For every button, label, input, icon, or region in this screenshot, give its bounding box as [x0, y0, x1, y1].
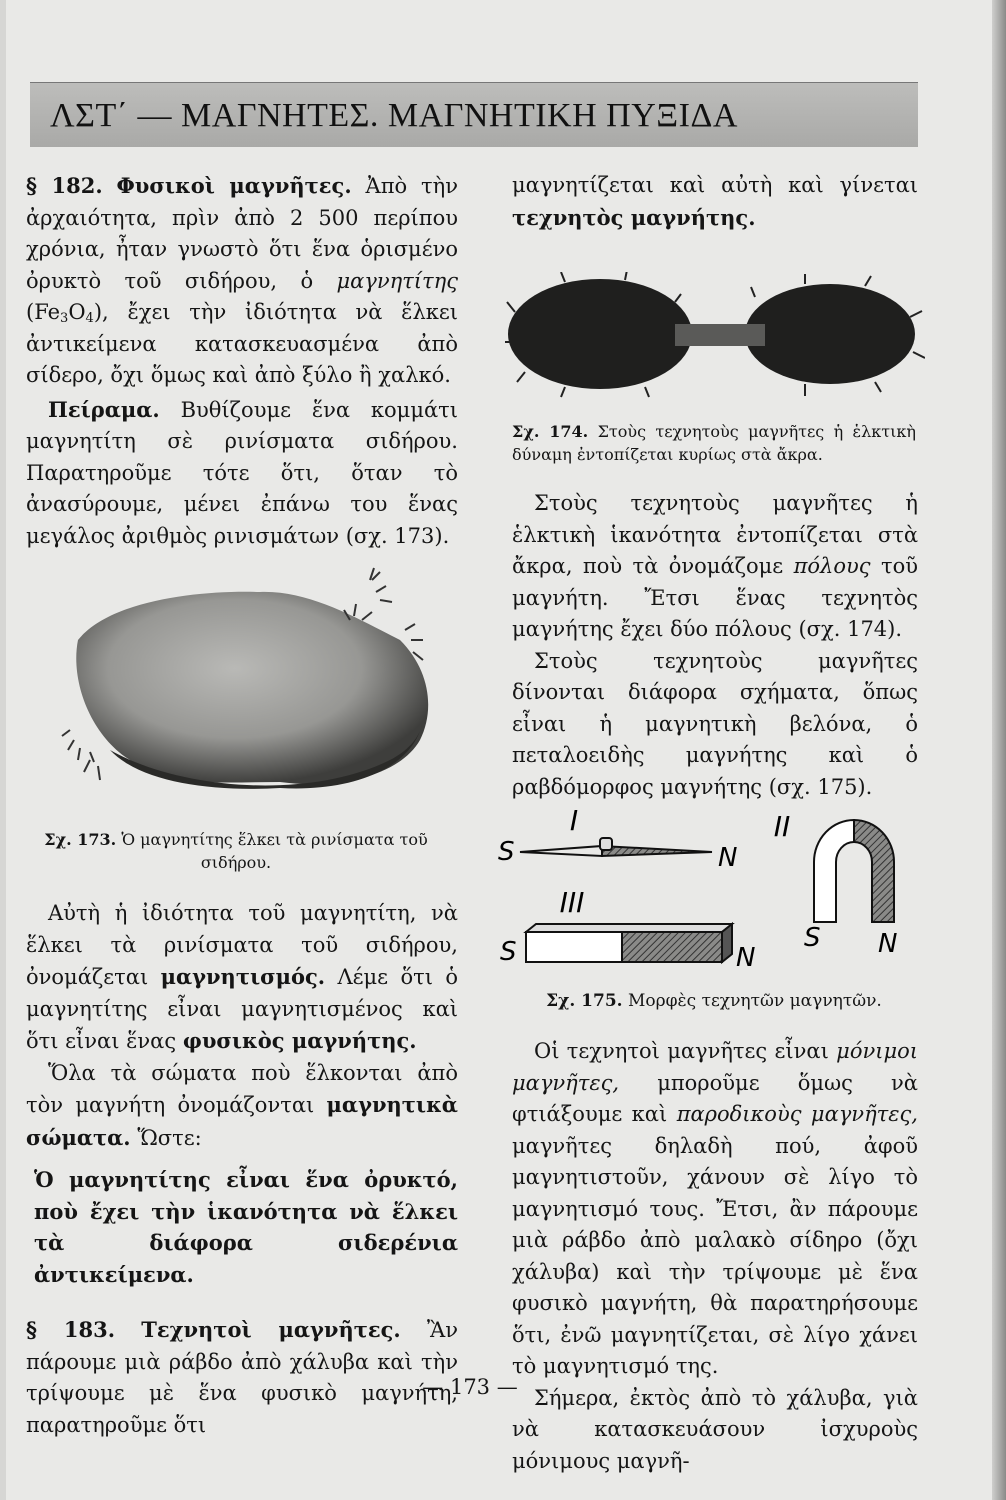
artificial-magnet-term: τεχνητὸς μαγνήτης. — [512, 204, 756, 230]
bar-magnet-right-half — [622, 932, 722, 962]
section-182-text-1: Ἀπὸ τὴν ἀρχαιότητα, πρὶν ἀπὸ 2 500 περίπου χρόνια, ἦταν γνωστὸ ὅτι ἕνα ὁρισμένο ὀρυκτὸ τοῦ σιδήρου, ὁ — [26, 174, 458, 293]
page-edge-right — [992, 0, 1006, 1500]
bar-magnet-left-half — [526, 932, 622, 962]
horseshoe-magnet-left — [814, 820, 854, 922]
figure-175-label: Σχ. 175. — [546, 991, 623, 1011]
needle-south-label: S — [498, 837, 515, 867]
needle-north-label: N — [718, 843, 738, 873]
page-number: — 173 — — [422, 1375, 518, 1399]
section-182-number: § 182. — [26, 173, 103, 198]
shapes-paragraph: Στοὺς τεχνητοὺς μαγνῆτες δίνονται διάφορα σχήματα, ὅπως εἶναι ἡ μαγνητικὴ βελόνα, ὁ πεταλοειδὴς μαγνήτης καὶ ὁ ραβδόμορφος μαγνήτης (σχ. 175). — [512, 648, 918, 799]
experiment-label: Πείραμα. — [48, 396, 160, 422]
right-column-lower — [512, 1036, 918, 1477]
figure-173-magnetite-photo — [50, 560, 450, 820]
poles-paragraph: Στοὺς τεχνητοὺς μαγνῆτες ἡ ἑλκτικὴ ἱκανότητα ἐντοπίζεται στὰ ἄκρα, ποὺ τὰ ὀνομάζομε πόλους τοῦ μαγνήτη. Ἔτσι ἕνας τεχνητὸς μαγνήτης ἔχει δύο πόλους (σχ. 174). — [512, 491, 918, 641]
figure-175-magnet-shapes — [492, 800, 922, 990]
figure-173-caption — [26, 828, 446, 874]
section-182-text-2: ἔχει τὴν ἰδιότητα νὰ ἕλκει ἀντικείμενα κατασκευασμένα ἀπὸ σίδερο, ὄχι ὅμως καὶ ἀπὸ ξύλο ἢ χαλκό. — [26, 300, 458, 387]
horseshoe-magnet-right — [854, 820, 894, 922]
section-183-number: § 183. — [26, 1317, 116, 1342]
rock-shape — [76, 592, 428, 784]
natural-magnet-term: φυσικὸς μαγνήτης. — [182, 1028, 417, 1053]
figure-174-label: Σχ. 174. — [512, 422, 589, 441]
needle-pivot — [600, 838, 612, 850]
magnetic-needle-right — [602, 846, 712, 856]
figure-173-text: Ὁ μαγνητίτης ἕλκει τὰ ρινίσματα τοῦ σιδήρου. — [121, 830, 428, 872]
page-edge-left — [0, 0, 6, 1500]
left-column-lower — [26, 898, 458, 1441]
right-column-middle — [512, 488, 918, 803]
right-column-top — [512, 170, 918, 234]
magnetite-term: μαγνητίτης — [336, 268, 458, 293]
horseshoe-north-label: N — [878, 929, 898, 959]
bar-number: III — [559, 886, 585, 919]
filings-right-pole — [745, 284, 915, 384]
section-183-text: Ἂν πάρουμε μιὰ ράβδο ἀπὸ χάλυβα καὶ τὴν τρίψουμε μὲ ἕνα φυσικὸ μαγνήτη, παρατηροῦμε ὅτι — [26, 1318, 458, 1437]
experiment-text: Βυθίζουμε ἕνα κομμάτι μαγνητίτη σὲ ρινίσματα σιδήρου. Παρατηροῦμε τότε ὅτι, ὅταν τὸ ἀνασύρουμε, μένει ἐπάνω του ἕνας μεγάλος ἀριθμὸς ρινισμάτων (σχ. 173). — [26, 397, 458, 548]
section-183-title: Τεχνητοὶ μαγνῆτες. — [141, 1317, 401, 1342]
needle-number: I — [569, 804, 579, 837]
filings-left-pole — [508, 279, 692, 389]
formula: $(Fe_3O_4)$, — [26, 300, 109, 326]
bar-north-label: N — [736, 943, 756, 973]
magnetic-bodies-paragraph: Ὅλα τὰ σώματα ποὺ ἕλκονται ἀπὸ τὸν μαγνήτη ὀνομάζονται μαγνητικὰ σώματα. Ὥστε: — [26, 1060, 458, 1150]
experiment-paragraph — [26, 394, 458, 553]
section-182-paragraph — [26, 170, 458, 392]
figure-173-label: Σχ. 173. — [44, 830, 117, 849]
permanent-magnets-term: μόνιμοι μαγνῆτες, — [512, 1039, 918, 1095]
figure-174-bar-magnet-filings — [505, 272, 925, 402]
bar-south-label: S — [500, 937, 517, 967]
today-paragraph: Σήμερα, ἐκτὸς ἀπὸ τὸ χάλυβα, γιὰ νὰ κατασκευάσουν ἰσχυροὺς μόνιμους μαγνῆ- — [512, 1385, 918, 1473]
figure-174-caption — [512, 420, 916, 466]
magnetic-bodies-term: μαγνητικὰ σώματα. — [26, 1092, 458, 1150]
permanent-temporary-paragraph: Οἱ τεχνητοὶ μαγνῆτες εἶναι μόνιμοι μαγνῆτες, μποροῦμε ὅμως νὰ φτιάξουμε καὶ παροδικοὺς μαγνῆτες, μαγνῆτες δηλαδὴ πού, ἀφοῦ μαγνητιστοῦν, χάνουν σὲ λίγο τὸ μαγνητισμό τους. Ἔτσι, ἂν πάρουμε μιὰ ράβδο ἀπὸ μαλακὸ σίδηρο (ὄχι χάλυβα) καὶ τὴν τρίψουμε μὲ ἕνα φυσικὸ μαγνήτη, θὰ παρατηρήσουμε ὅτι, ἐνῶ μαγνητίζεται, σὲ λίγο χάνει τὸ μαγνητισμό της. — [512, 1039, 918, 1378]
artificial-magnet-continuation: μαγνητίζεται καὶ αὐτὴ καὶ γίνεται τεχνητὸς μαγνήτης. — [512, 173, 918, 230]
bar-magnet-middle — [675, 324, 765, 346]
section-182-title: Φυσικοὶ μαγνῆτες. — [116, 173, 352, 198]
bar-magnet-top-face — [526, 924, 732, 932]
figure-175-caption — [512, 990, 916, 1013]
chapter-heading-band — [30, 82, 918, 147]
magnetic-needle-left — [520, 846, 602, 856]
magnetism-term: μαγνητισμός. — [160, 964, 326, 989]
bar-magnet-end-face — [722, 924, 732, 962]
poles-term: πόλους — [793, 554, 871, 578]
rule-statement: Ὁ μαγνητίτης εἶναι ἕνα ὀρυκτό, ποὺ ἔχει τὴν ἱκανότητα νὰ ἕλκει τὰ διάφορα σιδερένια ἀντικείμενα. — [34, 1167, 458, 1287]
left-column — [26, 170, 458, 552]
temporary-magnets-term: παροδικοὺς μαγνῆτες, — [676, 1102, 918, 1126]
chapter-title: ΛΣΤ΄ — ΜΑΓΝΗΤΕΣ. ΜΑΓΝΗΤΙΚΗ ΠΥΞΙΔΑ — [50, 97, 738, 134]
magnetism-paragraph: Αὐτὴ ἡ ἰδιότητα τοῦ μαγνητίτη, νὰ ἕλκει τὰ ρινίσματα τοῦ σιδήρου, ὀνομάζεται μαγνητισμός. Λέμε ὅτι ὁ μαγνητίτης εἶναι μαγνητισμένος καὶ ὅτι εἶναι ἕνας φυσικὸς μαγνήτης. — [26, 901, 458, 1053]
horseshoe-south-label: S — [804, 923, 821, 953]
figure-175-text: Μορφὲς τεχνητῶν μαγνητῶν. — [628, 991, 882, 1011]
figure-174-text: Στοὺς τεχνητοὺς μαγνῆτες ἡ ἑλκτικὴ δύναμη ἐντοπίζεται κυρίως στὰ ἄκρα. — [512, 422, 916, 464]
horseshoe-number: II — [773, 810, 791, 843]
